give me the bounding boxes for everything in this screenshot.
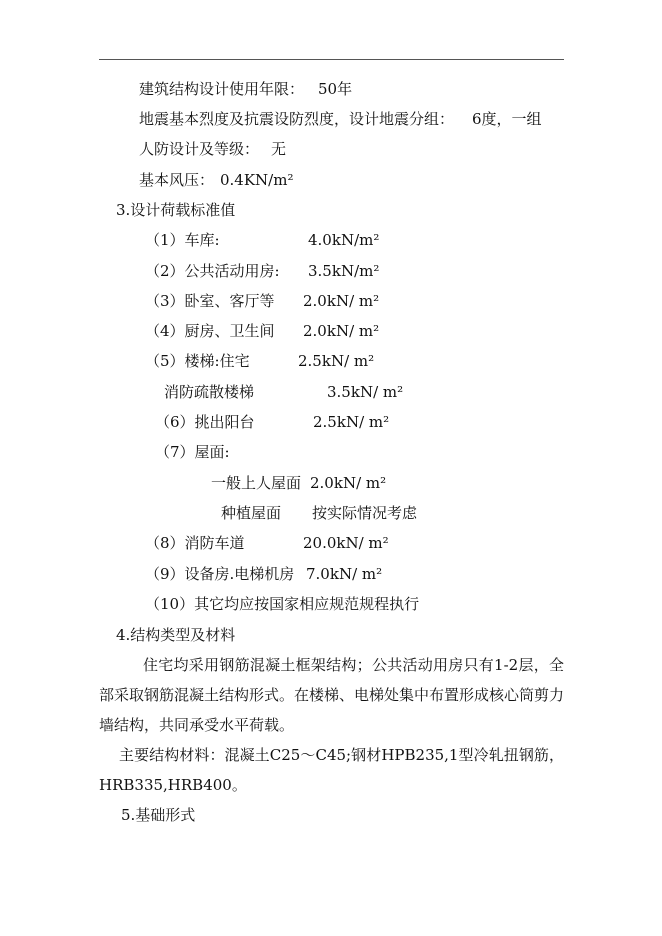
load-item-value: 3.5kN/ m² [327,383,404,401]
service-life-label: 建筑结构设计使用年限： [139,80,305,98]
header-rule [99,59,564,60]
section-4-paragraph-structure: 住宅均采用钢筋混凝土框架结构；公共活动用房只有1-2层，全部采取钢筋混凝土结构形式。在楼梯、电梯处集中布置形成核心筒剪力墙结构，共同承受水平荷载。 [99,656,565,734]
load-item-value: 2.5kN/ m² [298,352,375,370]
load-item-label: 消防疏散楼梯 [164,383,255,401]
load-item-value: 按实际情况考虑 [312,504,418,522]
load-item-label: （2）公共活动用房: [145,262,280,280]
load-item-label: 一般上人屋面 [211,474,302,492]
seismic-label: 地震基本烈度及抗震设防烈度，设计地震分组： [139,110,455,128]
load-item-value: 20.0kN/ m² [303,534,389,552]
load-item-value: 3.5kN/m² [308,262,380,280]
section-3-heading: 3.设计荷载标准值 [116,201,236,219]
section-4-paragraph-materials: 主要结构材料：混凝土C25～C45;钢材HPB235,1型冷轧扭钢筋，HRB335,HRB400。 [99,746,564,794]
load-item-value: 7.0kN/ m² [306,565,383,583]
seismic-value: 6度，一组 [472,110,542,128]
load-item-label: （5）楼梯:住宅 [145,352,250,370]
civil-defense-value: 无 [271,140,287,158]
load-item-value: 2.0kN/ m² [303,322,380,340]
load-item-value: 4.0kN/m² [308,231,380,249]
wind-pressure-value: 0.4KN/m² [220,171,294,189]
load-item-label: （3）卧室、客厅等 [145,292,275,310]
section-5-heading: 5.基础形式 [121,806,196,824]
service-life-value: 50年 [318,80,353,98]
load-item-value: 2.0kN/ m² [310,474,387,492]
wind-pressure-label: 基本风压： [139,171,215,189]
section-4-heading: 4.结构类型及材料 [116,626,236,644]
load-item-label: 种植屋面 [221,504,282,522]
load-item-label: （10）其它均应按国家相应规范规程执行 [145,595,420,613]
load-item-value: 2.5kN/ m² [313,413,390,431]
load-item-label: （4）厨房、卫生间 [145,322,275,340]
load-item-label: （6）挑出阳台 [155,413,255,431]
load-item-label: （8）消防车道 [145,534,245,552]
load-item-value: 2.0kN/ m² [303,292,380,310]
load-item-label: （7）屋面: [155,443,230,461]
civil-defense-label: 人防设计及等级： [139,140,260,158]
load-item-label: （9）设备房.电梯机房 [145,565,295,583]
load-item-label: （1）车库: [145,231,220,249]
